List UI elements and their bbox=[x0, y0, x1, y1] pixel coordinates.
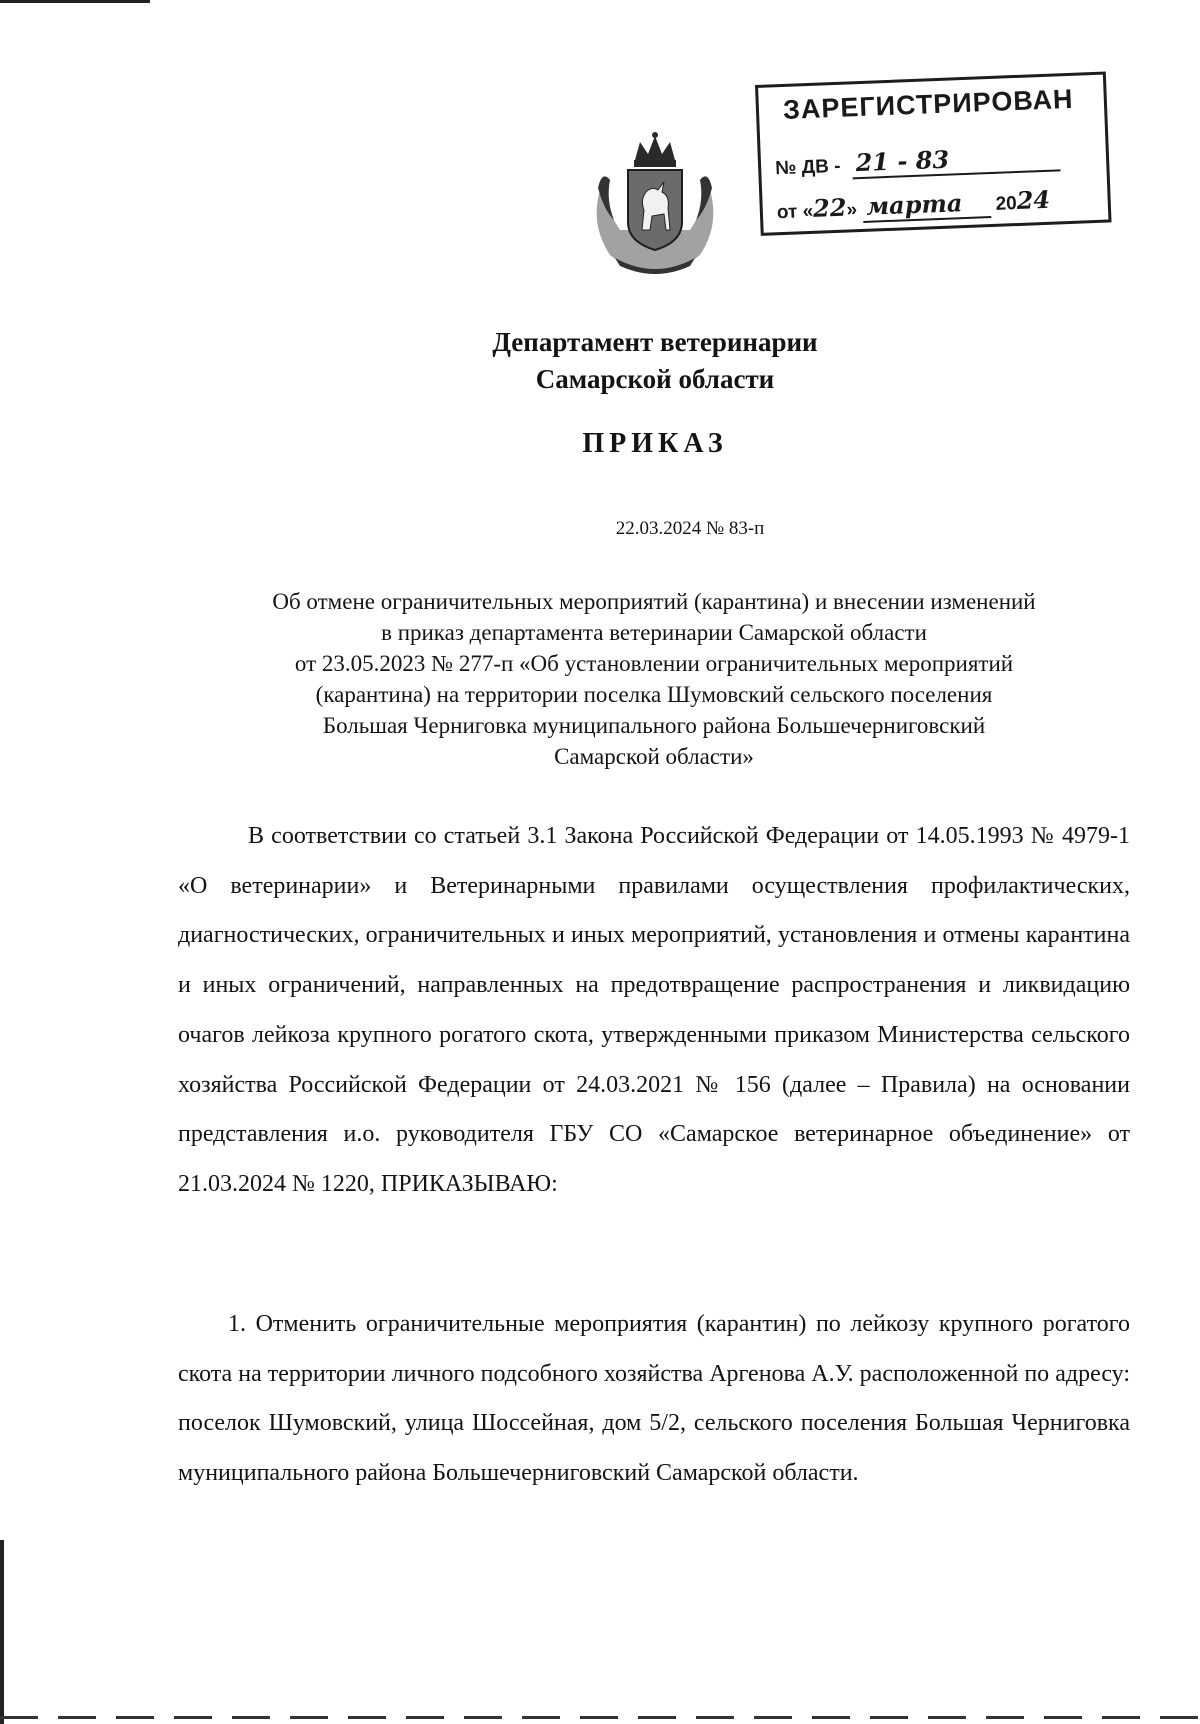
stamp-date-mid: » bbox=[846, 199, 858, 221]
samara-coat-of-arms-icon bbox=[580, 130, 730, 280]
document-type-title: ПРИКАЗ bbox=[582, 428, 728, 459]
subject-line: Самарской области» bbox=[554, 744, 754, 769]
stamp-date-day: 22 bbox=[812, 192, 848, 223]
department-name-line2: Самарской области bbox=[535, 364, 775, 394]
subject-line: в приказ департамента ветеринарии Самарской области bbox=[381, 620, 927, 645]
subject-line: Об отмене ограничительных мероприятий (карантина) и внесении изменений bbox=[272, 589, 1036, 614]
stamp-number-value: 21 - 83 bbox=[851, 140, 1060, 179]
subject-line: от 23.05.2023 № 277-п «Об установлении ограничительных мероприятий bbox=[294, 651, 1014, 676]
subject-line: (карантина) на территории поселка Шумовский сельского поселения bbox=[315, 682, 993, 707]
order-subject bbox=[178, 586, 1130, 772]
scan-edge-bottom bbox=[0, 1716, 1200, 1719]
preamble-paragraph: В соответствии со статьей 3.1 Закона Российской Федерации от 14.05.1993 № 4979-1 «О ветеринарии» и Ветеринарными правилами осуществления профилактических, диагностических, ограничительных и иных мероприятий, установления и отмены карантина и иных ограничений, направленных на предотвращение распространения и ликвидацию очагов лейкоза крупного рогатого скота, утвержденными приказом Министерства сельского хозяйства Российской Федерации от 24.03.2021 № 156 (далее – Правила) на основании представления и.о. руководителя ГБУ СО «Самарское ветеринарное объединение» от 21.03.2024 № 1220, ПРИКАЗЫВАЮ: bbox=[178, 823, 1130, 1197]
stamp-date-year-suffix: 24 bbox=[1016, 184, 1051, 216]
stamp-date-row bbox=[776, 185, 1050, 226]
stamp-number-prefix: № ДВ - bbox=[774, 155, 841, 180]
registration-stamp bbox=[755, 72, 1112, 236]
stamp-title: ЗАРЕГИСТРИРОВАН bbox=[782, 83, 1075, 125]
scan-edge-top bbox=[0, 0, 150, 3]
order-item-1: 1. Отменить ограничительные мероприятия (карантин) по лейкозу крупного рогатого скота на территории личного подсобного хозяйства Аргенова А.У. расположенной по адресу: поселок Шумовский, улица Шоссейная, дом 5/2, сельского поселения Большая Черниговка муниципального района Большечерниговский Самарской области. bbox=[178, 1311, 1130, 1487]
stamp-date-prefix: от « bbox=[776, 200, 814, 224]
scan-edge-left bbox=[0, 1540, 4, 1724]
stamp-date-year-prefix: 20 bbox=[995, 193, 1018, 215]
stamp-number-row bbox=[775, 140, 1061, 182]
department-name-line1: Департамент ветеринарии bbox=[492, 327, 818, 357]
subject-line: Большая Черниговка муниципального района Большечерниговский bbox=[322, 713, 986, 738]
stamp-date-month: марта bbox=[862, 187, 991, 223]
order-date-number: 22.03.2024 № 83-п bbox=[615, 518, 765, 539]
